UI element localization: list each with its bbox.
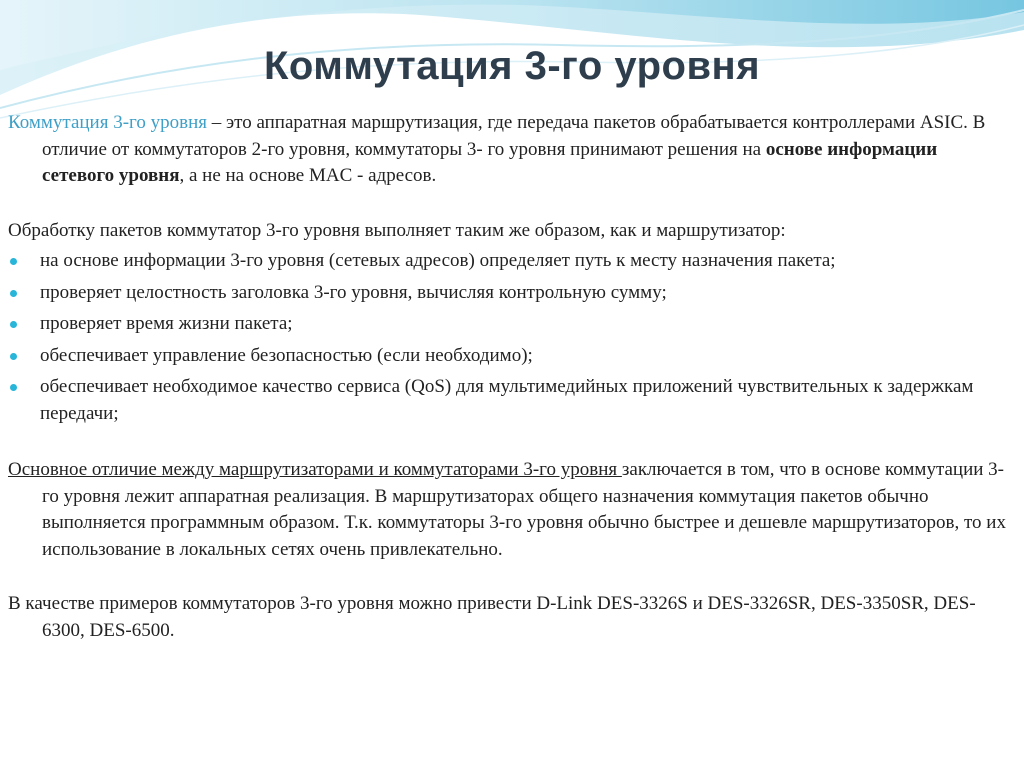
definition-text-b: , а не на основе MAC - адресов. (179, 165, 437, 186)
slide-content (8, 110, 1013, 644)
paragraph-definition (8, 110, 1013, 190)
bullet-icon (10, 321, 17, 328)
bullet-icon (10, 258, 17, 265)
list-item: проверяет целостность заголовка 3-го уровня, вычисляя контрольную сумму; (8, 280, 1013, 307)
paragraph-main-difference (8, 457, 1013, 563)
list-item: на основе информации 3-го уровня (сетевых адресов) определяет путь к месту назначения пакета; (8, 248, 1013, 275)
paragraph-processing-intro: Обработку пакетов коммутатор 3-го уровня выполняет таким же образом, как и маршрутизатор: (8, 219, 786, 241)
processing-list (8, 248, 1013, 427)
definition-text-a: – это аппаратная маршрутизация, где передача пакетов обрабатывается контроллерами ASIC. В отличие от коммутаторов 2-го уровня, коммутаторы 3- го уровня принимают решения на (42, 112, 986, 160)
bullet-icon (10, 290, 17, 297)
definition-bold: основе информации сетевого уровня (42, 138, 938, 186)
bullet-icon (10, 384, 17, 391)
page-title: Коммутация 3-го уровня (263, 44, 761, 88)
list-item: проверяет время жизни пакета; (8, 311, 1013, 338)
list-item: обеспечивает управление безопасностью (если необходимо); (8, 343, 1013, 370)
main-difference-heading: Основное отличие между маршрутизаторами и коммутаторами 3-го уровня (8, 459, 622, 480)
bullet-icon (10, 353, 17, 360)
main-difference-text: заключается в том, что в основе коммутации 3-го уровня лежит аппаратная реализация. В маршрутизаторах общего назначения коммутация пакетов обычно выполняется программным образом. Т.к. коммутаторы 3-го уровня обычно быстрее и дешевле маршрутизаторов, то их использование в локальных сетях очень привлекательно. (42, 459, 1006, 560)
paragraph-examples: В качестве примеров коммутаторов 3-го уровня можно привести D-Link DES-3326S и DES-3326SR, DES-3350SR, DES-6300, DES-6500. (8, 593, 976, 641)
definition-term: Коммутация 3-го уровня (8, 112, 207, 133)
list-item: обеспечивает необходимое качество сервиса (QoS) для мультимедийных приложений чувствительных к задержкам передачи; (8, 374, 1013, 427)
